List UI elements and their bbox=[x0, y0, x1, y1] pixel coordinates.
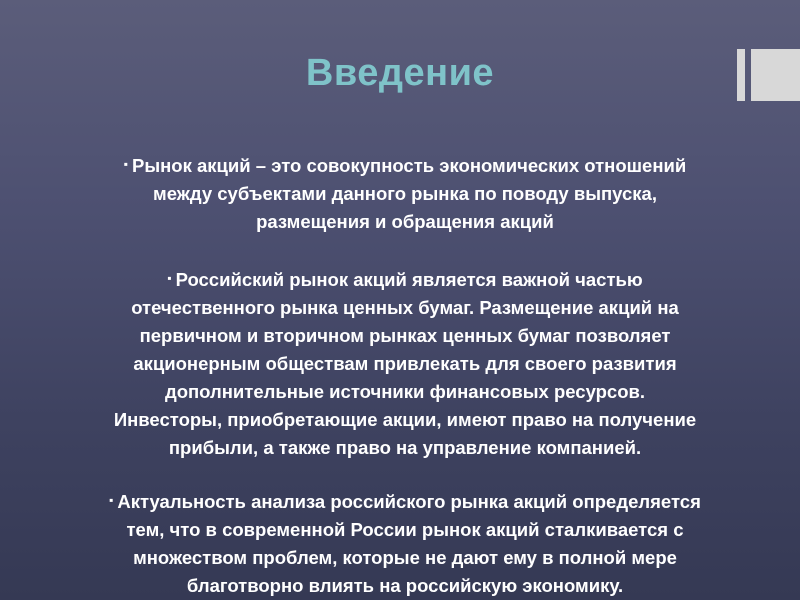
bullet-paragraph-2 bbox=[40, 236, 770, 462]
decorative-bar-thin bbox=[737, 49, 745, 101]
slide-title: Введение bbox=[305, 52, 495, 94]
bullet-icon: ▪ bbox=[109, 493, 114, 507]
bullet-paragraph-1 bbox=[40, 122, 770, 236]
bullet-icon: ▪ bbox=[167, 271, 172, 285]
decorative-bar-wide bbox=[751, 49, 800, 101]
paragraph-text: Рынок акций – это совокупность экономических отношений между субъектами данного рынка по поводу выпуска, размещения и обращения акций bbox=[131, 155, 687, 232]
bullet-paragraph-3 bbox=[40, 458, 770, 600]
paragraph-text: Российский рынок акций является важной частью отечественного рынка ценных бумаг. Размещение акций на первичном и вторичном рынках ценных бумаг позволяет акционерным обществам привлекать для своего развития дополнительные источники финансовых ресурсов. Инвесторы, приобретающие акции, имеют право на получение прибыли, а также право на управление компанией. bbox=[113, 269, 697, 458]
paragraph-text: Актуальность анализа российского рынка акций определяется тем, что в современной России рынок акций сталкивается с множеством проблем, которые не дают ему в полной мере благотворно влиять на российскую экономику. bbox=[117, 491, 701, 596]
bullet-icon: ▪ bbox=[123, 157, 128, 171]
